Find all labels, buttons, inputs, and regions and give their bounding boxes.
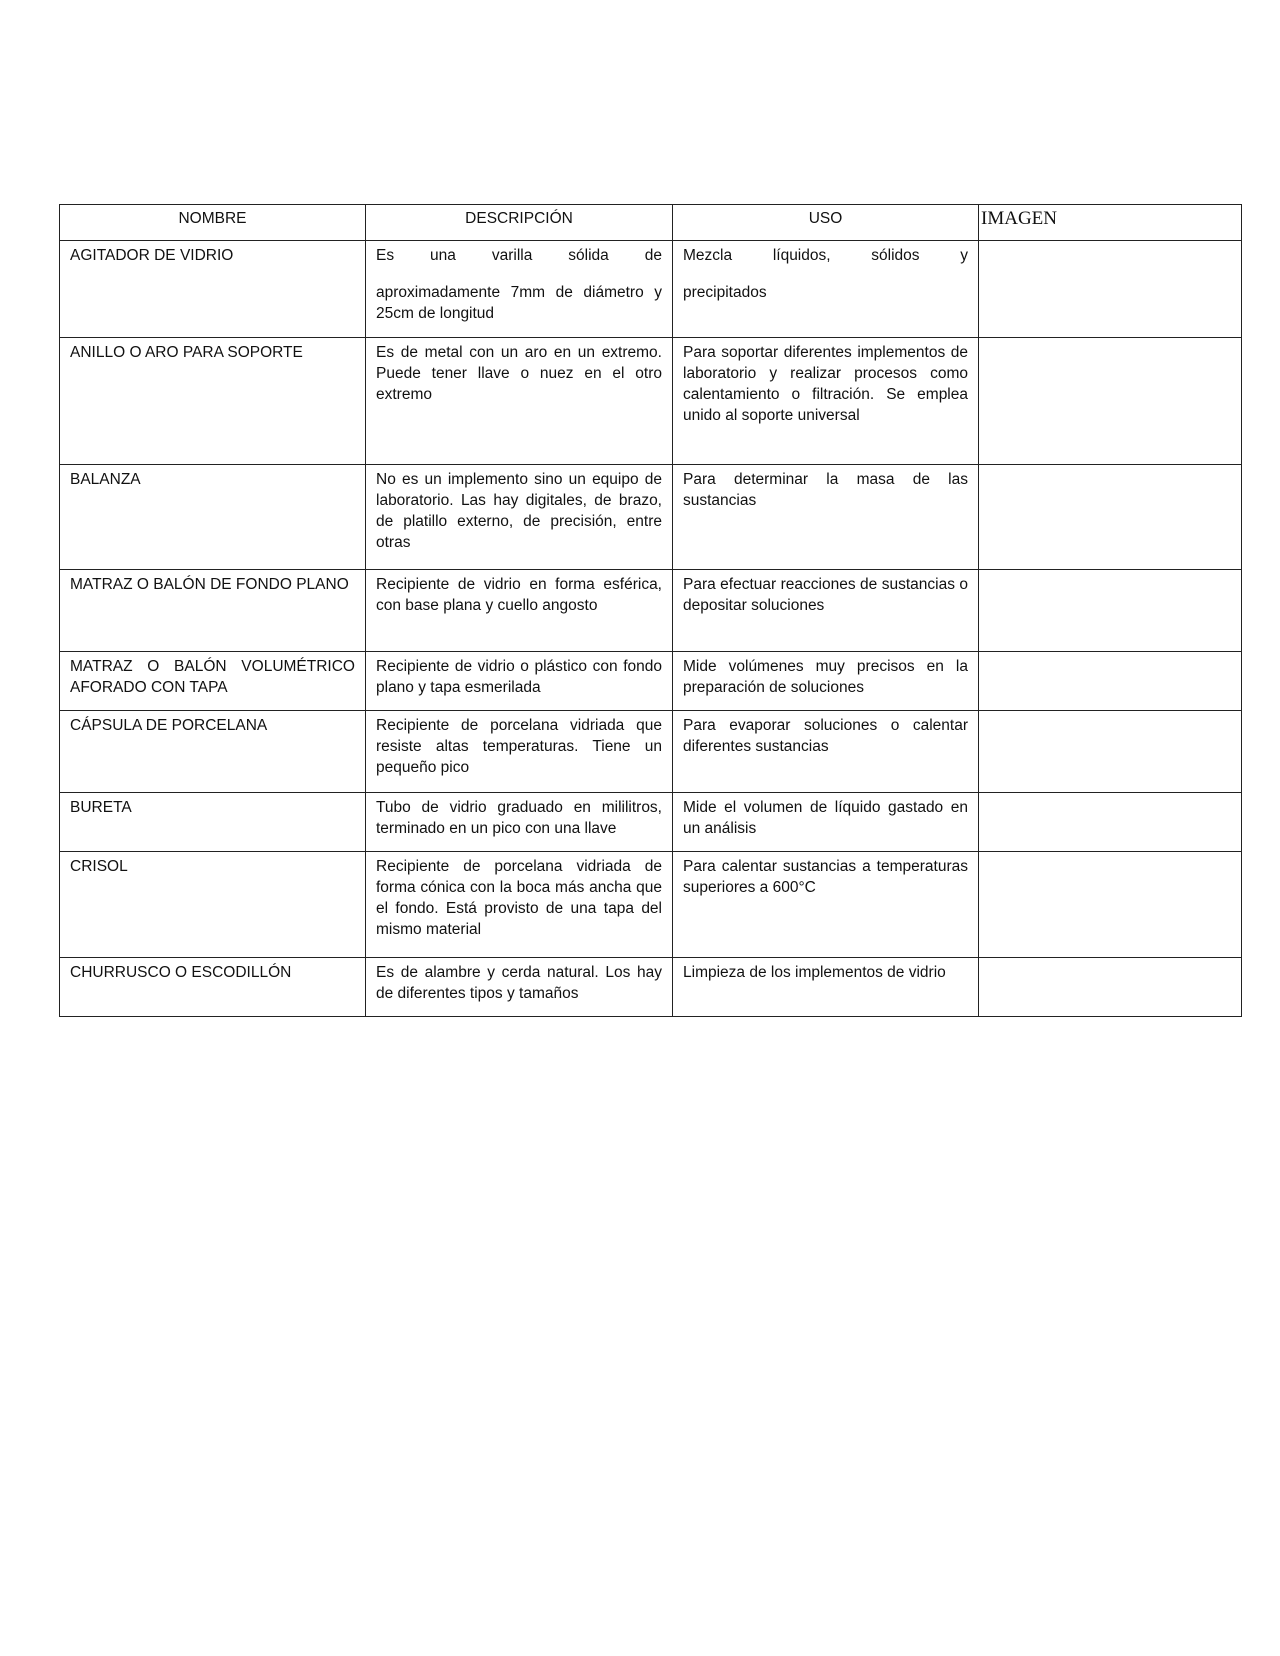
cell-nombre: ANILLO O ARO PARA SOPORTE (60, 338, 366, 465)
cell-descripcion: Tubo de vidrio graduado en mililitros, terminado en un pico con una llave (366, 793, 673, 852)
header-nombre: NOMBRE (60, 205, 366, 241)
cell-descripcion: Es de metal con un aro en un extremo. Puede tener llave o nuez en el otro extremo (366, 338, 673, 465)
cell-nombre: MATRAZ O BALÓN VOLUMÉTRICO AFORADO CON TAPA (60, 652, 366, 711)
cell-nombre: BURETA (60, 793, 366, 852)
table-row (60, 852, 1242, 958)
cell-nombre: CHURRUSCO O ESCODILLÓN (60, 958, 366, 1017)
descripcion-line-2: aproximadamente 7mm de diámetro y 25cm de longitud (376, 284, 662, 322)
cell-imagen (979, 711, 1242, 793)
cell-imagen (979, 465, 1242, 570)
table-row (60, 793, 1242, 852)
cell-nombre: AGITADOR DE VIDRIO (60, 241, 366, 338)
cell-uso: Para determinar la masa de las sustancias (673, 465, 979, 570)
table-row (60, 711, 1242, 793)
table-row (60, 338, 1242, 465)
header-uso: USO (673, 205, 979, 241)
cell-nombre: CÁPSULA DE PORCELANA (60, 711, 366, 793)
cell-nombre: BALANZA (60, 465, 366, 570)
table-header-row (60, 205, 1242, 241)
cell-imagen (979, 570, 1242, 652)
cell-uso (673, 241, 979, 338)
cell-uso: Mide volúmenes muy precisos en la preparación de soluciones (673, 652, 979, 711)
cell-imagen (979, 852, 1242, 958)
cell-imagen (979, 958, 1242, 1017)
table-row (60, 958, 1242, 1017)
cell-imagen (979, 793, 1242, 852)
cell-nombre: CRISOL (60, 852, 366, 958)
cell-uso: Para soportar diferentes implementos de laboratorio y realizar procesos como calentamiento o filtración. Se emplea unido al soporte universal (673, 338, 979, 465)
descripcion-line-1: Es una varilla sólida de (376, 247, 662, 264)
cell-uso: Limpieza de los implementos de vidrio (673, 958, 979, 1017)
header-descripcion: DESCRIPCIÓN (366, 205, 673, 241)
table-row (60, 465, 1242, 570)
cell-uso: Para efectuar reacciones de sustancias o depositar soluciones (673, 570, 979, 652)
table-row (60, 652, 1242, 711)
header-imagen: IMAGEN (979, 205, 1242, 241)
cell-descripcion (366, 241, 673, 338)
cell-descripcion: Recipiente de porcelana vidriada de forma cónica con la boca más ancha que el fondo. Está provisto de una tapa del mismo material (366, 852, 673, 958)
cell-imagen (979, 338, 1242, 465)
cell-descripcion: Recipiente de vidrio en forma esférica, con base plana y cuello angosto (366, 570, 673, 652)
uso-line-2: precipitados (683, 284, 767, 301)
cell-nombre: MATRAZ O BALÓN DE FONDO PLANO (60, 570, 366, 652)
cell-descripcion: No es un implemento sino un equipo de laboratorio. Las hay digitales, de brazo, de platillo externo, de precisión, entre otras (366, 465, 673, 570)
cell-descripcion: Recipiente de vidrio o plástico con fondo plano y tapa esmerilada (366, 652, 673, 711)
cell-imagen (979, 241, 1242, 338)
cell-uso: Para calentar sustancias a temperaturas superiores a 600°C (673, 852, 979, 958)
cell-uso: Mide el volumen de líquido gastado en un análisis (673, 793, 979, 852)
cell-imagen (979, 652, 1242, 711)
cell-descripcion: Es de alambre y cerda natural. Los hay de diferentes tipos y tamaños (366, 958, 673, 1017)
uso-line-1: Mezcla líquidos, sólidos y (683, 247, 968, 264)
table-row (60, 241, 1242, 338)
cell-uso: Para evaporar soluciones o calentar diferentes sustancias (673, 711, 979, 793)
cell-descripcion: Recipiente de porcelana vidriada que resiste altas temperaturas. Tiene un pequeño pico (366, 711, 673, 793)
lab-equipment-table (59, 204, 1242, 1017)
table-row (60, 570, 1242, 652)
